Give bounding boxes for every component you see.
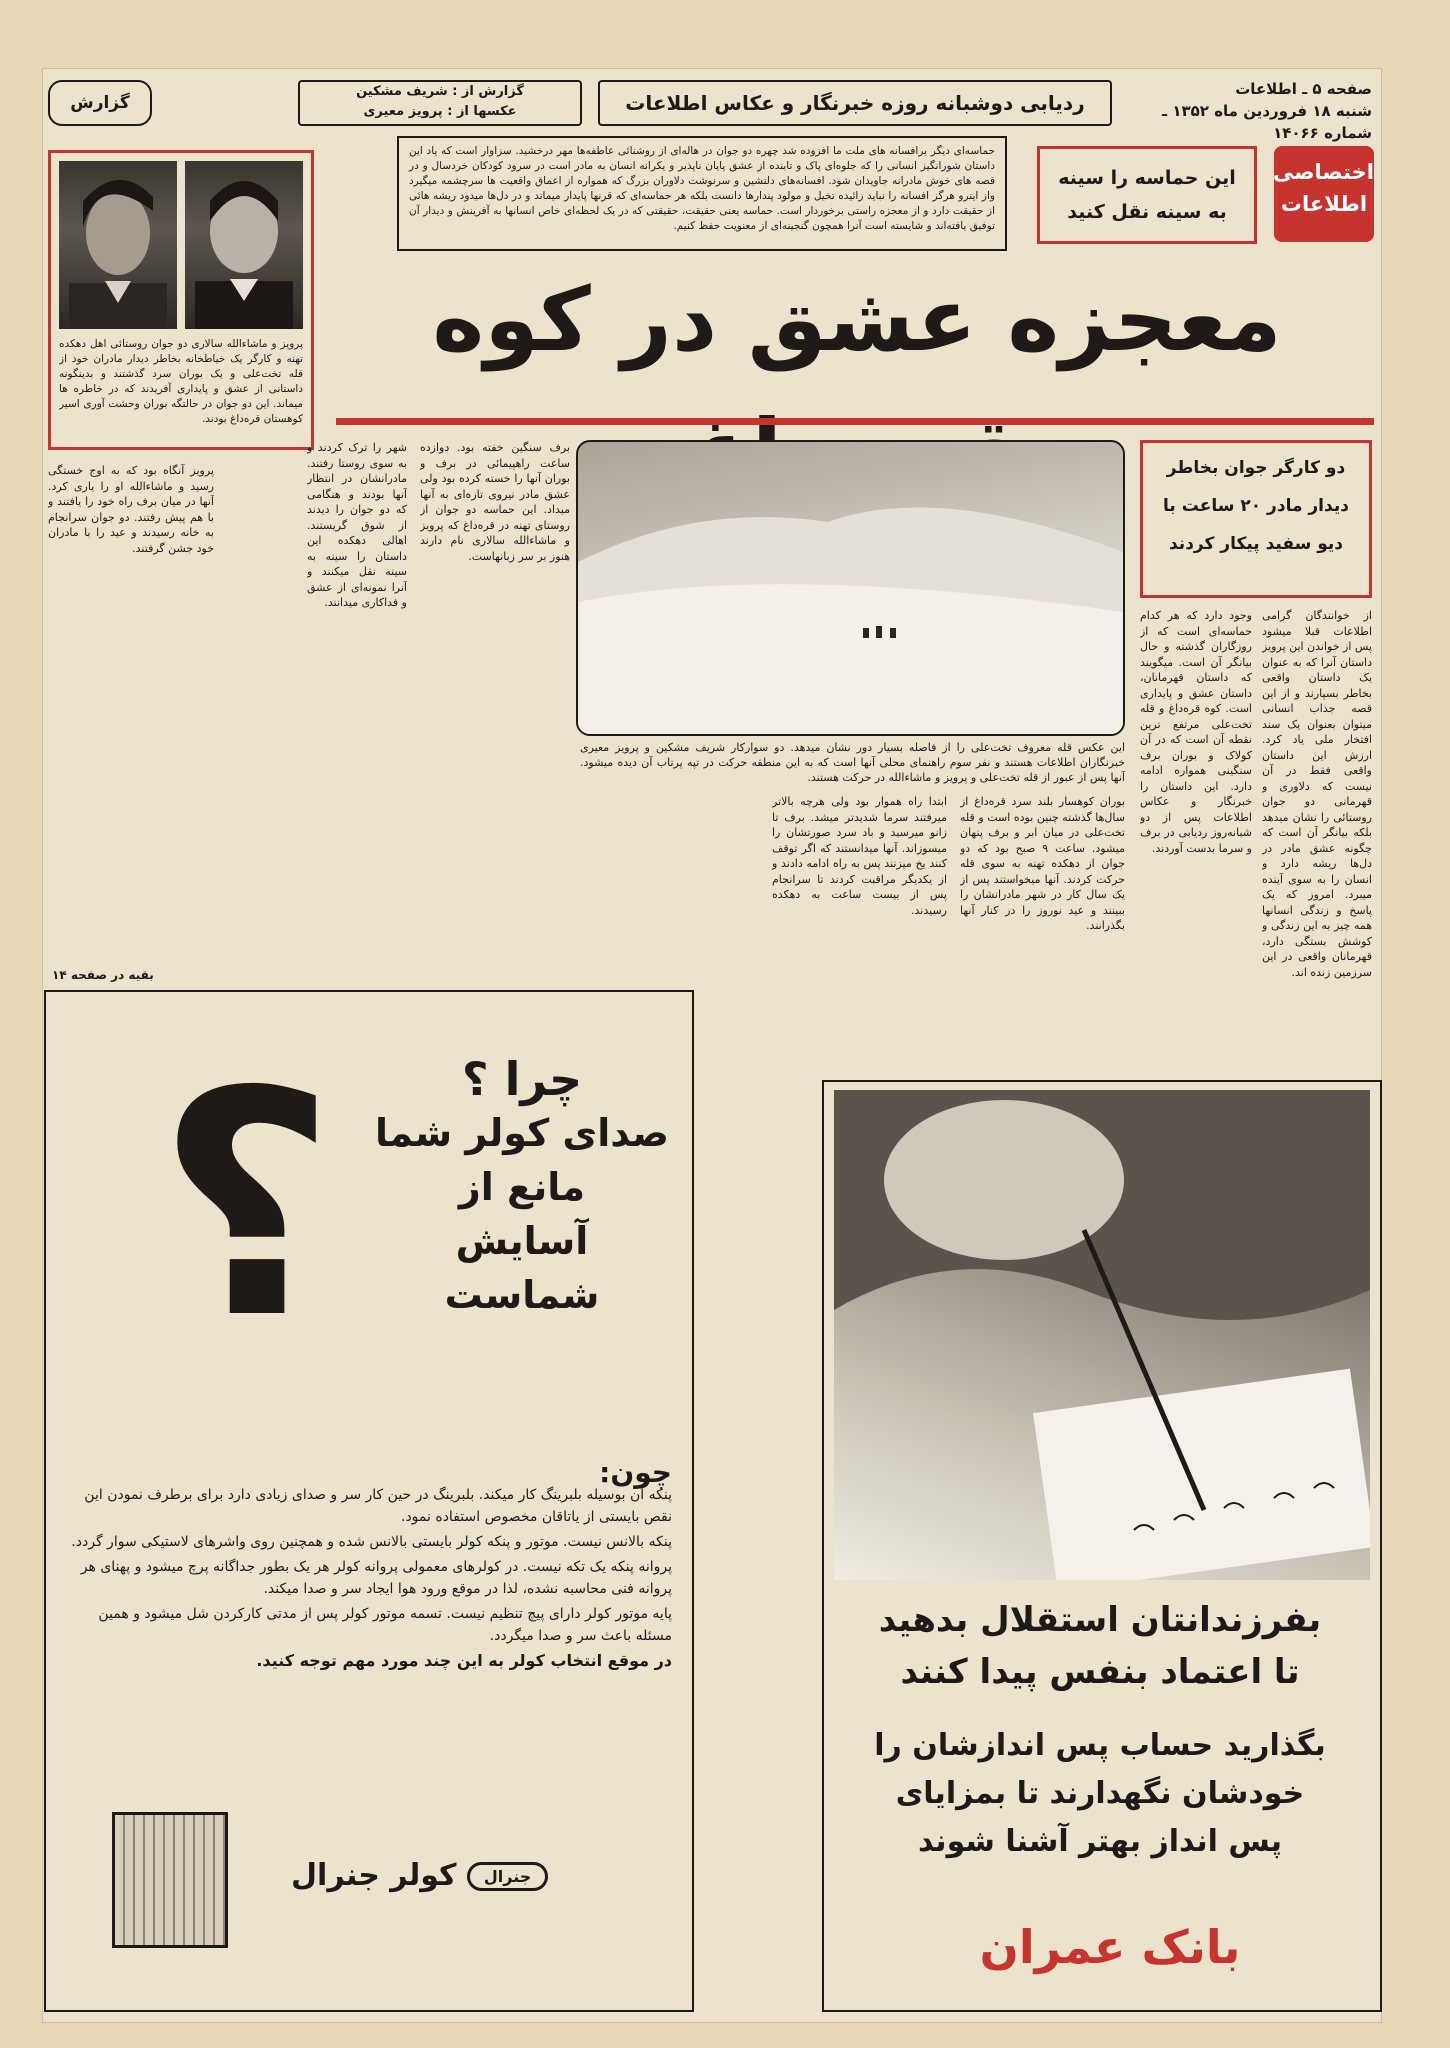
credit-photo: عکسها از : پرویز معیری (363, 104, 517, 119)
story-line2: دیدار مادر ۲۰ ساعت با (1163, 496, 1349, 516)
red-divider (336, 418, 1374, 425)
article-column-2: وجود دارد که هر کدام حماسه‌ای است که از روزگاران گذشته و حال بیانگر آن است. میگویند که داستان قهرمانان، داستان عشق و پایداری است. کوه قره‌داغ و قله تخت‌علی مرتفع ترین نقطه آن است که در آن کولاک و بوران برف سنگینی همواره ادامه دارد. این داستان را خبرنگار و عکاس اطلاعات پس از دو شبانه‌روز ردیابی در برف و سرما بدست آوردند. (1140, 609, 1252, 855)
cooler-title-line3: مانع از (458, 1165, 586, 1209)
badge-line2: اطلاعات (1280, 192, 1368, 216)
intro-box: حماسه‌ای دیگر برافسانه های ملت ما افزوده شد چهره دو جوان در هاله‌ای از روشنائی عاطفه‌ها مهر درخشید. سزاوار است که یاد این داستان شورانگیز انسانی را که جلوه‌ای پاک و تابنده از عشق پایان ناپذیر و یکرانه انسان به مادر است در سرود کودکان خردسال و در قصه های خوش مادرانه جاویدان شود. افسانه‌های دلنشین و سرنوشت دلاوران بزرگ که همواره از اعماق واقعیت ها سرچشمه میگیرد واز اینرو هرگز افسانه را نباید زائیده تخیل و مولود پندارها دانست بلکه هر حماسه‌ای که قرنها پایدار میماند و در دل‌ها میدود ریشه هائی از حقیقت دارد و از معجزه راستی برخوردار است. حماسه یعنی حقیقت، حقیقتی که در یک لحظه‌ای خاص انسانها به آفرینش و دیدار آن توفیق یافته‌اند و شایسته است آنرا همچون گنجینه‌ای از معنویت حفظ کنیم. (397, 136, 1007, 251)
page-label: صفحه ۵ ـ اطلاعات (1235, 80, 1372, 98)
continued-note: بقیه در صفحه ۱۴ (52, 968, 154, 982)
cooler-unit-icon (112, 1812, 228, 1948)
cooler-lead: چون: (599, 1456, 672, 1489)
story-line1: دو کارگر جوان بخاطر (1166, 458, 1346, 478)
portraits-box (48, 150, 314, 450)
photo-caption: این عکس قله معروف تخت‌علی را از فاصله بسیار دور نشان میدهد. دو سوارکار شریف مشکین و پرویز معیری خبرنگاران اطلاعات هستند و نفر سوم راهنمای محلی آنها است که به این منطقه حرکت در تپه پرتاب آن دیده میشود. آنها پس از عبور از قله تخت‌علی و پرویز و ماشاءالله در حرکت هستند. (580, 741, 1125, 784)
portrait-photo (59, 161, 177, 329)
bank-body-line1: بگذارید حساب پس اندازشان را (874, 1728, 1326, 1763)
mountain-icon (578, 442, 1123, 734)
subhead-line1: این حماسه را سینه (1058, 167, 1236, 189)
article-column-3: بوران کوهسار بلند سرد قره‌داغ از سال‌ها گذشته چنین بوده است و قله تخت‌علی در میان ابر و برف پنهان میشود. ساعت ۹ صبح بود که دو جوان از دهکده تهنه به سوی قله حرکت کردند. آنها میخواستند پس از یک سال کار در شهر مادرانشان را ببینند و عید نوروز را در کنار آنها بگذرانند. (960, 795, 1125, 932)
child-writing-icon (834, 1090, 1370, 1580)
exclusive-badge (1274, 146, 1374, 242)
portrait-photo (185, 161, 303, 329)
bank-headline-line1: بفرزندانتان استقلال بدهید (878, 1600, 1322, 1640)
badge-line1: اختصاصی (1272, 160, 1374, 184)
article-column-4: ابتدا راه هموار بود ولی هرچه بالاتر میرفتند سرما شدیدتر میشد. برف تا زانو میرسید و باد سرد صورتشان را میسوزاند. آنها میدانستند که اگر توقف کنند یخ میزنند پس به راه ادامه دادند و از یکدیگر مراقبت کردند تا سرانجام پس از بیست ساعت به دهکده رسیدند. (772, 795, 947, 917)
question-mark: ؟ (156, 1026, 336, 1387)
cooler-point: پروانه پنکه یک تکه نیست. در کولرهای معمولی پروانه کولر هر یک بطور جداگانه پرچ میشود و پهنای هر پروانه فنی محاسبه نشده، لذا در موقع ورود هوا ایجاد سر و صدا میکند. (80, 1559, 672, 1597)
cooler-point: پنکه آن بوسیله بلبرینگ کار میکند. بلبرینگ در حین کار سر و صدای زیادی دارد برای برطرف نمودن این نقص بایستی از یاتاقان مخصوص استفاده نمود. (84, 1487, 672, 1525)
bank-headline-line2: تا اعتماد بنفس پیدا کنند (900, 1652, 1300, 1692)
newspaper-page (42, 68, 1382, 2023)
bank-body-line3: پس انداز بهتر آشنا شوند (917, 1824, 1283, 1859)
credits-box (298, 80, 582, 126)
bank-ad (822, 1080, 1382, 2012)
subhead-box (1037, 146, 1257, 244)
cooler-title-line4: آسایش شماست (444, 1219, 600, 1317)
article-column-6: شهر را ترک کردند و به سوی روستا رفتند. مادرانشان در انتظار آنها بودند و هنگامی که دو جوان را دیدند از شوق گریستند. اهالی دهکده این داستان را سینه به سینه نقل میکنند و آنرا نمونه‌ای از عشق و فداکاری میدانند. (307, 441, 407, 609)
cooler-point: پنکه بالانس نیست. موتور و پنکه کولر بایستی بالانس شده و همچنین روی واشرهای لاستیکی سوار گردد. (71, 1534, 672, 1550)
bank-name: بانک عمران (979, 1920, 1241, 1974)
issue-date: شنبه ۱۸ فروردین ماه ۱۳۵۲ ـ شماره ۱۴۰۶۶ (1161, 102, 1372, 142)
cooler-title-line1: چرا ؟ (461, 1052, 583, 1106)
cooler-title-line2: صدای کولر شما (375, 1111, 669, 1155)
cooler-brand (291, 1858, 548, 1893)
cooler-ad-title (372, 1052, 672, 1322)
main-headline: معجزه عشق در کوه (432, 268, 1282, 371)
brand-logo: جنرال (467, 1862, 548, 1891)
bank-headline (840, 1594, 1360, 1698)
cooler-ad (44, 990, 694, 2012)
cooler-point: پایه موتور کولر دارای پیچ تنظیم نیست. تسمه موتور کولر پس از مدتی کارکردن شل میشود و همین مسئله باعث سر و صدا میگردد. (98, 1606, 672, 1644)
mountain-photo (576, 440, 1125, 736)
bank-body (840, 1722, 1360, 1866)
section-tag: گزارش (48, 80, 152, 126)
portraits-caption: پرویز و ماشاءالله سالاری دو جوان روستائی اهل دهکده تهنه و کارگر یک خیاطخانه بخاطر دیدار مادران خود از قله تخت‌علی و یک بوران سرد گذشتند و بدینگونه داستانی از عشق و پایداری آفریدند که در خاطره ها میماند. این دو جوان در حالتگه بوران وحشت آوری اسیر کوهستان قره‌داغ بودند. (59, 338, 303, 425)
portrait-icon (185, 161, 303, 329)
brand-name: کولر جنرال (291, 1858, 457, 1893)
page-info (1132, 78, 1372, 144)
credit-report: گزارش از : شریف مشکین (356, 84, 524, 99)
article-column-1: از خوانندگان گرامی اطلاعات قبلا میشود پس از خواندن این پرویز داستان آنرا که به عنوان یک داستان واقعی بخاطر بسپارند و از این قصه جذاب انسانی میتوان بعنوان یک سند افتخار ملی یاد کرد. ارزش این داستان واقعی فقط در آن نیست که دلاوری و قهرمانی دو جوان روستائی را نشان میدهد بلکه بیانگر آن است که چگونه عشق مادر در دل‌ها ریشه دارد و انسان را به سوی آینده میبرد. امروز که یک پاسخ و زندگی انسانها همه چیز به این زندگی و کوشش بستگی دارد، قهرمانان واقعی در این سرزمین زنده اند. (1262, 609, 1372, 979)
bank-body-line2: خودشان نگهدارند تا بمزایای (895, 1776, 1305, 1811)
subhead-line2: به سینه نقل کنید (1067, 201, 1227, 223)
portrait-icon (59, 161, 177, 329)
story-line3: دیو سفید پیکار کردند (1168, 534, 1343, 554)
cooler-point: در موقع انتخاب کولر به این چند مورد مهم توجه کنید. (256, 1651, 672, 1670)
cooler-ad-body (62, 1456, 672, 1675)
story-box (1140, 440, 1372, 598)
child-writing-photo (834, 1090, 1370, 1580)
article-column-7: پرویز آنگاه بود که به اوج خستگی رسید و ماشاءالله او را یاری کرد. آنها در میان برف راه خود را یافتند و با هم پیش رفتند. دو جوان سرانجام به خانه رسیدند و عید را با مادران خود جشن گرفتند. (48, 464, 214, 555)
article-column-5: برف سنگین خفته بود. دوازده ساعت راهپیمائی در برف و بوران آنها را خسته کرده بود ولی عشق مادر نیروی تازه‌ای به آنها میداد. این حماسه دو جوان از روستای تهنه در قره‌داغ که پرویز و ماشاءالله سالاری نام دارند هنوز بر سر زبانهاست. (420, 441, 570, 563)
series-title: ردیابی دوشبانه روزه خبرنگار و عکاس اطلاعات (598, 80, 1112, 126)
